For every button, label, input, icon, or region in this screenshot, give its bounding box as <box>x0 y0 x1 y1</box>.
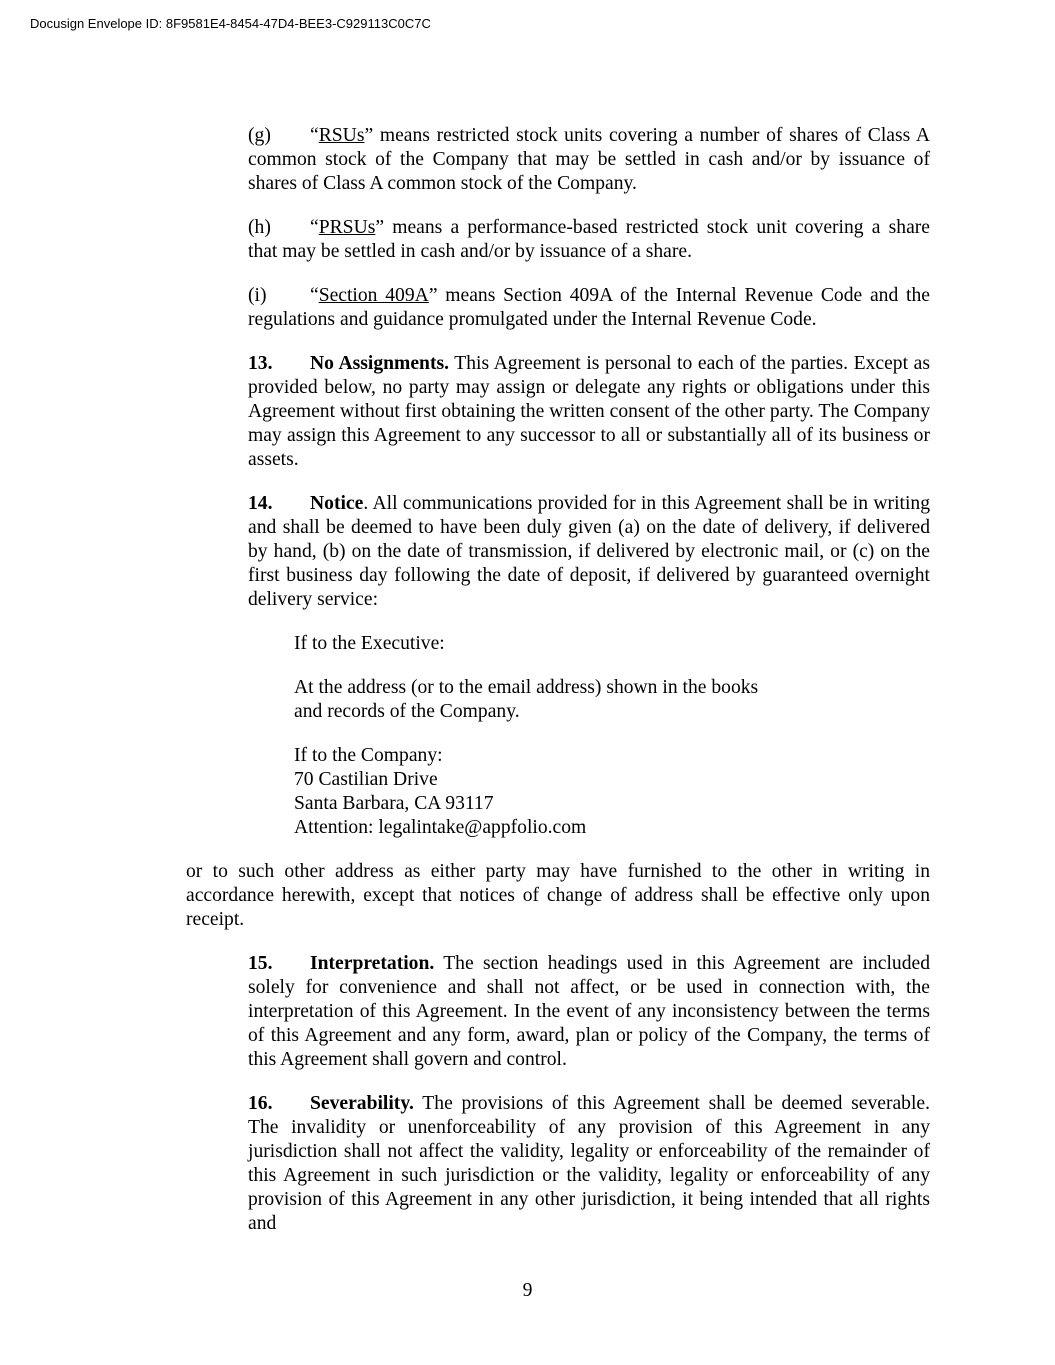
section-text: This Agreement is personal to each of the parties. Except as provided below, no party may assign or delegate any rights or obligations under this Agreement without first obtaining the written consent of the other party. The Company may assign this Agreement to any successor to all or substantially all of its business or assets. <box>248 353 930 470</box>
address-line: Attention: legalintake@appfolio.com <box>294 817 587 838</box>
page-number: 9 <box>522 1280 533 1301</box>
definition-label: (h) <box>248 217 271 238</box>
notice-executive <box>294 632 930 656</box>
defined-term-rsus: RSUs <box>318 125 365 146</box>
definition-g <box>186 124 930 196</box>
address-line: and records of the Company. <box>294 701 520 722</box>
open-quote: “ <box>310 285 319 306</box>
section-14-notice <box>186 492 930 612</box>
section-16-severability <box>186 1092 930 1236</box>
section-13-no-assignments <box>186 352 930 472</box>
defined-term-section-409a: Section 409A <box>318 285 429 306</box>
section-heading: Interpretation. <box>310 953 435 974</box>
section-number: 16. <box>248 1093 273 1114</box>
definition-label: (i) <box>248 285 267 306</box>
section-number: 15. <box>248 953 273 974</box>
definition-text: ” means restricted stock units covering a number of shares of Class A common stock of the Company that may be settled in cash and/or by issuance of shares of Class A common stock of the Company. <box>248 125 930 194</box>
definition-text: ” means Section 409A of the Internal Revenue Code and the regulations and guidance promulgated under the Internal Revenue Code. <box>248 285 930 330</box>
section-heading: Severability. <box>310 1093 414 1114</box>
open-quote: “ <box>310 217 319 238</box>
address-line: At the address (or to the email address) shown in the books <box>294 677 759 698</box>
document-body <box>186 124 930 1256</box>
notice-executive-address <box>294 676 930 724</box>
section-text: . All communications provided for in this Agreement shall be in writing and shall be deemed to have been duly given (a) on the date of delivery, if delivered by hand, (b) on the date of transmission, if delivered by electronic mail, or (c) on the first business day following the date of deposit, if delivered by guaranteed overnight delivery service: <box>248 493 930 610</box>
notice-continuation: or to such other address as either party may have furnished to the other in writing in accordance herewith, except that notices of change of address shall be effective only upon receipt. <box>186 861 930 930</box>
section-text: The provisions of this Agreement shall be deemed severable. The invalidity or unenforceability of any provision of this Agreement in any jurisdiction shall not affect the validity, legality or enforceability of the remainder of this Agreement in such jurisdiction or the validity, legality or enforceability of any provision of this Agreement in any other jurisdiction, it being intended that all rights and <box>248 1093 930 1234</box>
address-line: 70 Castilian Drive <box>294 769 438 790</box>
defined-term-prsus: PRSUs <box>318 217 376 238</box>
notice-company-heading: If to the Company: <box>294 745 443 766</box>
definition-i <box>186 284 930 332</box>
definition-label: (g) <box>248 125 271 146</box>
notice-executive-heading: If to the Executive: <box>294 633 445 654</box>
section-heading: No Assignments. <box>310 353 449 374</box>
open-quote: “ <box>310 125 319 146</box>
definition-h <box>186 216 930 264</box>
section-text: The section headings used in this Agreement are included solely for convenience and shall not affect, or be used in connection with, the interpretation of this Agreement. In the event of any inconsistency between the terms of this Agreement and any form, award, plan or policy of the Company, the terms of this Agreement shall govern and control. <box>248 953 930 1070</box>
definition-text: ” means a performance-based restricted stock unit covering a share that may be settled in cash and/or by issuance of a share. <box>248 217 930 262</box>
section-heading: Notice <box>310 493 364 514</box>
section-number: 13. <box>248 353 273 374</box>
address-line: Santa Barbara, CA 93117 <box>294 793 494 814</box>
notice-company-address <box>294 744 930 840</box>
section-number: 14. <box>248 493 273 514</box>
envelope-id: Docusign Envelope ID: 8F9581E4-8454-47D4-BEE3-C929113C0C7C <box>30 16 431 31</box>
section-15-interpretation <box>186 952 930 1072</box>
